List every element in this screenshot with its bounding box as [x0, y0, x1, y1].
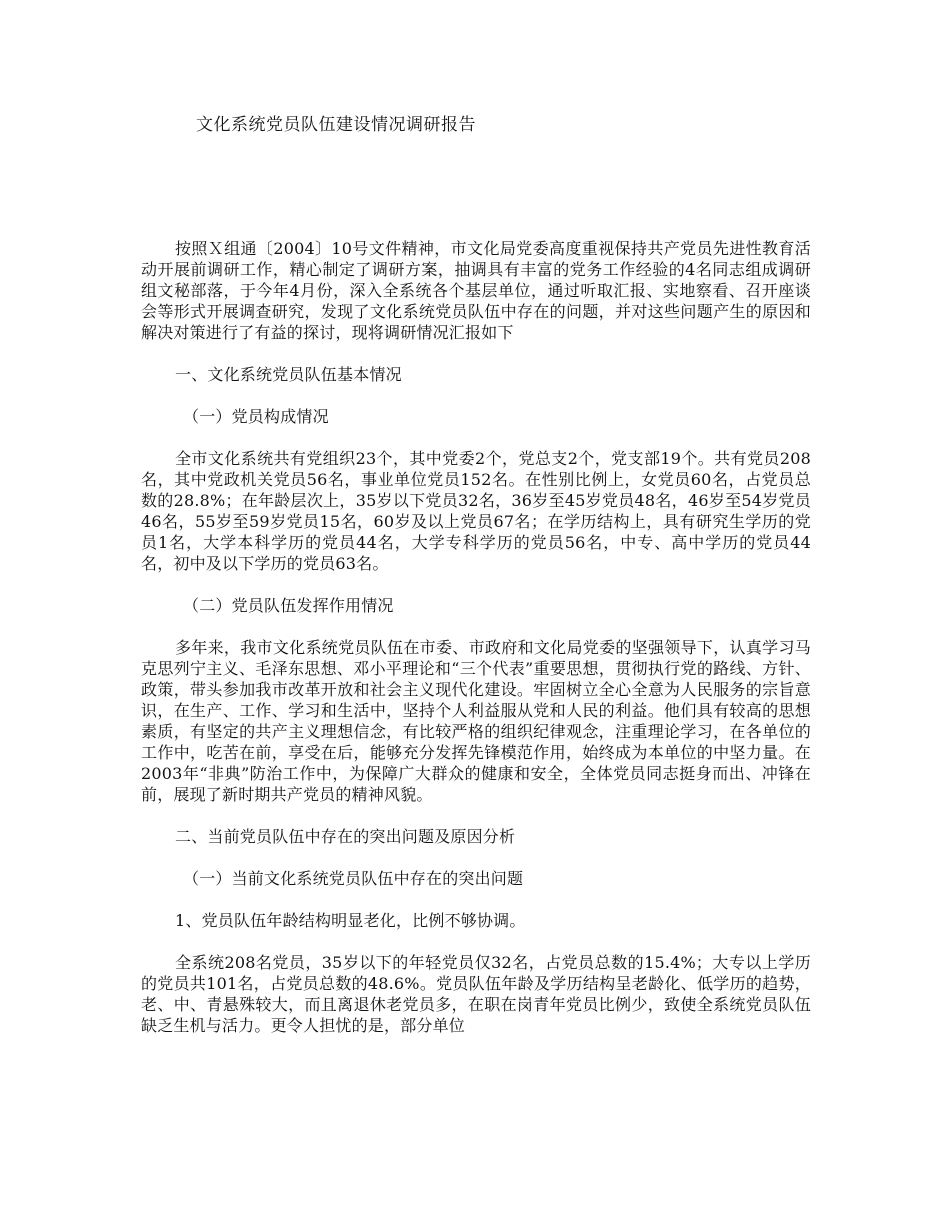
- section-2-subheading-1: （一）当前文化系统党员队伍中存在的突出问题: [183, 869, 524, 888]
- party-composition-paragraph: 全市文化系统共有党组织23个，其中党委2个，党总支2个，党支部19个。共有党员208名，其中党政机关党员56名，事业单位党员152名。在性别比例上，女党员60名，占党员总数的28.8%；在年龄层次上，35岁以下党员32名，36岁至45岁党员48名，46岁至54岁党员46名，55岁至59岁党员15名，60岁及以上党员67名；在学历结构上，具有研究生学历的党员1名，大学本科学历的党员44名，大学专科学历的党员56名，中专、高中学历的党员44名，初中及以下学历的党员63名。: [141, 449, 811, 573]
- party-role-paragraph: 多年来，我市文化系统党员队伍在市委、市政府和文化局党委的坚强领导下，认真学习马克思列宁主义、毛泽东思想、邓小平理论和“三个代表”重要思想，贯彻执行党的路线、方针、政策，带头参加我市改革开放和社会主义现代化建设。牢固树立全心全意为人民服务的宗旨意识，在生产、工作、学习和生活中，坚持个人利益服从党和人民的利益。他们具有较高的思想素质，有坚定的共产主义理想信念，有比较严格的组织纪律观念，注重理论学习，在各单位的工作中，吃苦在前，享受在后，能够充分发挥先锋模范作用，始终成为本单位的中坚力量。在2003年“非典”防治工作中，为保障广大群众的健康和安全，全体党员同志挺身而出、冲锋在前，展现了新时期共产党员的精神风貌。: [141, 638, 811, 804]
- document-title: 文化系统党员队伍建设情况调研报告: [196, 115, 476, 135]
- intro-paragraph: 按照Ｘ组通〔2004〕10号文件精神，市文化局党委高度重视保持共产党员先进性教育活动开展前调研工作，精心制定了调研方案，抽调具有丰富的党务工作经验的4名同志组成调研组文秘部落，于今年4月份，深入全系统各个基层单位，通过听取汇报、实地察看、召开座谈会等形式开展调查研究，发现了文化系统党员队伍中存在的问题，并对这些问题产生的原因和解决对策进行了有益的探讨，现将调研情况汇报如下: [141, 239, 811, 342]
- age-structure-paragraph: 全系统208名党员，35岁以下的年轻党员仅32名，占党员总数的15.4%；大专以上学历的党员共101名，占党员总数的48.6%。党员队伍年龄及学历结构呈老龄化、低学历的趋势，老、中、青悬殊较大，而且离退休老党员多，在职在岗青年党员比例少，致使全系统党员队伍缺乏生机与活力。更令人担忧的是，部分单位: [141, 953, 811, 1035]
- section-1-subheading-2: （二）党员队伍发挥作用情况: [183, 596, 394, 615]
- section-1-heading: 一、文化系统党员队伍基本情况: [175, 365, 402, 384]
- section-1-subheading-1: （一）党员构成情况: [183, 407, 329, 426]
- document-body: [141, 238, 811, 1057]
- section-2-heading: 二、当前党员队伍中存在的突出问题及原因分析: [175, 827, 516, 846]
- section-2-point-1: 1、党员队伍年龄结构明显老化，比例不够协调。: [175, 911, 526, 930]
